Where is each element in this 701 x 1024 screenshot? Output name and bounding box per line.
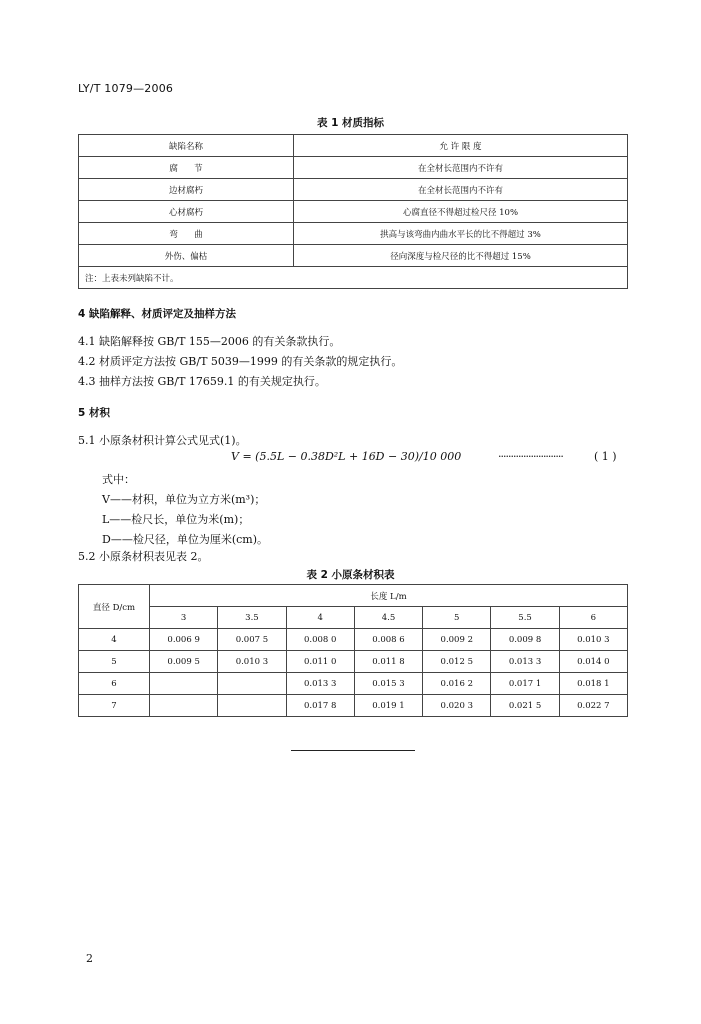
- defect-limit: 心腐直径不得超过检尺径 10%: [294, 201, 628, 223]
- volume-cell: 0.020 3: [423, 695, 491, 717]
- volume-cell: 0.015 3: [354, 673, 422, 695]
- clause-5-2: 5.2 小原条材积表见表 2。: [78, 550, 209, 563]
- clause-4-3: 4.3 抽样方法按 GB/T 17659.1 的有关规定执行。: [78, 375, 326, 388]
- defect-name: 外伤、偏枯: [79, 245, 294, 267]
- table-note: 注：上表未列缺陷不计。: [79, 267, 628, 289]
- defect-limit: 拱高与该弯曲内曲水平长的比不得超过 3%: [294, 223, 628, 245]
- length-header: 4: [286, 607, 354, 629]
- volume-cell: 0.012 5: [423, 651, 491, 673]
- table-row: [79, 651, 628, 673]
- volume-cell: 0.008 6: [354, 629, 422, 651]
- where-label: 式中：: [102, 473, 135, 486]
- header-allowed-limit: 允 许 限 度: [294, 135, 628, 157]
- table-header-row: [79, 585, 628, 607]
- volume-cell: 0.009 8: [491, 629, 559, 651]
- page-number: 2: [86, 952, 93, 965]
- length-header: 4.5: [354, 607, 422, 629]
- formula-number: ( 1 ): [594, 450, 617, 463]
- volume-cell: 0.017 1: [491, 673, 559, 695]
- header-diameter: 直径 D/cm: [79, 585, 150, 629]
- volume-cell: 0.010 3: [218, 651, 286, 673]
- volume-cell: 0.022 7: [559, 695, 627, 717]
- length-header: 5.5: [491, 607, 559, 629]
- table-subheader-row: [79, 607, 628, 629]
- table-row: [79, 245, 628, 267]
- header-defect-name: 缺陷名称: [79, 135, 294, 157]
- material-index-table: [78, 134, 628, 289]
- table-header-row: [79, 135, 628, 157]
- defect-limit: 在全材长范围内不许有: [294, 179, 628, 201]
- volume-cell: 0.019 1: [354, 695, 422, 717]
- volume-cell: 0.017 8: [286, 695, 354, 717]
- header-length-group: 长度 L/m: [150, 585, 628, 607]
- volume-cell: 0.011 0: [286, 651, 354, 673]
- diameter-cell: 6: [79, 673, 150, 695]
- table-row: [79, 673, 628, 695]
- volume-formula: V = (5.5L − 0.38D²L + 16D − 30)/10 000: [231, 450, 462, 463]
- table-row: [79, 201, 628, 223]
- table1-caption: 表 1 材质指标: [316, 117, 385, 129]
- volume-cell: [218, 695, 286, 717]
- volume-cell: 0.018 1: [559, 673, 627, 695]
- volume-cell: 0.006 9: [150, 629, 218, 651]
- volume-cell: [150, 673, 218, 695]
- volume-cell: [218, 673, 286, 695]
- variable-l: L——检尺长，单位为米(m)；: [102, 513, 250, 526]
- table-row: [79, 629, 628, 651]
- document-code: LY/T 1079—2006: [78, 82, 174, 95]
- table-row: [79, 179, 628, 201]
- length-header: 5: [423, 607, 491, 629]
- variable-d: D——检尺径，单位为厘米(cm)。: [102, 533, 268, 546]
- volume-cell: 0.009 2: [423, 629, 491, 651]
- table-row: [79, 157, 628, 179]
- volume-cell: 0.013 3: [491, 651, 559, 673]
- section-5-heading: 5 材积: [78, 407, 110, 419]
- length-header: 6: [559, 607, 627, 629]
- defect-name: 边材腐朽: [79, 179, 294, 201]
- volume-cell: 0.011 8: [354, 651, 422, 673]
- table-row: [79, 223, 628, 245]
- end-rule: [291, 750, 415, 751]
- clause-4-1: 4.1 缺陷解释按 GB/T 155—2006 的有关条款执行。: [78, 335, 341, 348]
- diameter-cell: 4: [79, 629, 150, 651]
- diameter-cell: 5: [79, 651, 150, 673]
- variable-v: V——材积，单位为立方米(m³)；: [102, 493, 266, 506]
- clause-5-1: 5.1 小原条材积计算公式见式(1)。: [78, 434, 247, 447]
- diameter-cell: 7: [79, 695, 150, 717]
- section-4-heading: 4 缺陷解释、材质评定及抽样方法: [78, 308, 236, 320]
- defect-limit: 径向深度与检尺径的比不得超过 15%: [294, 245, 628, 267]
- table-note-row: [79, 267, 628, 289]
- volume-cell: 0.014 0: [559, 651, 627, 673]
- defect-limit: 在全材长范围内不许有: [294, 157, 628, 179]
- clause-4-2: 4.2 材质评定方法按 GB/T 5039—1999 的有关条款的规定执行。: [78, 355, 403, 368]
- length-header: 3.5: [218, 607, 286, 629]
- volume-table: [78, 584, 628, 717]
- volume-cell: 0.016 2: [423, 673, 491, 695]
- volume-cell: 0.021 5: [491, 695, 559, 717]
- defect-name: 弯 曲: [79, 223, 294, 245]
- defect-name: 心材腐朽: [79, 201, 294, 223]
- volume-cell: 0.010 3: [559, 629, 627, 651]
- volume-cell: 0.007 5: [218, 629, 286, 651]
- defect-name: 腐 节: [79, 157, 294, 179]
- volume-cell: 0.009 5: [150, 651, 218, 673]
- length-header: 3: [150, 607, 218, 629]
- volume-cell: 0.013 3: [286, 673, 354, 695]
- formula-leader-dots: ··························: [498, 450, 563, 463]
- volume-cell: 0.008 0: [286, 629, 354, 651]
- table-row: [79, 695, 628, 717]
- table2-caption: 表 2 小原条材积表: [306, 569, 395, 581]
- volume-cell: [150, 695, 218, 717]
